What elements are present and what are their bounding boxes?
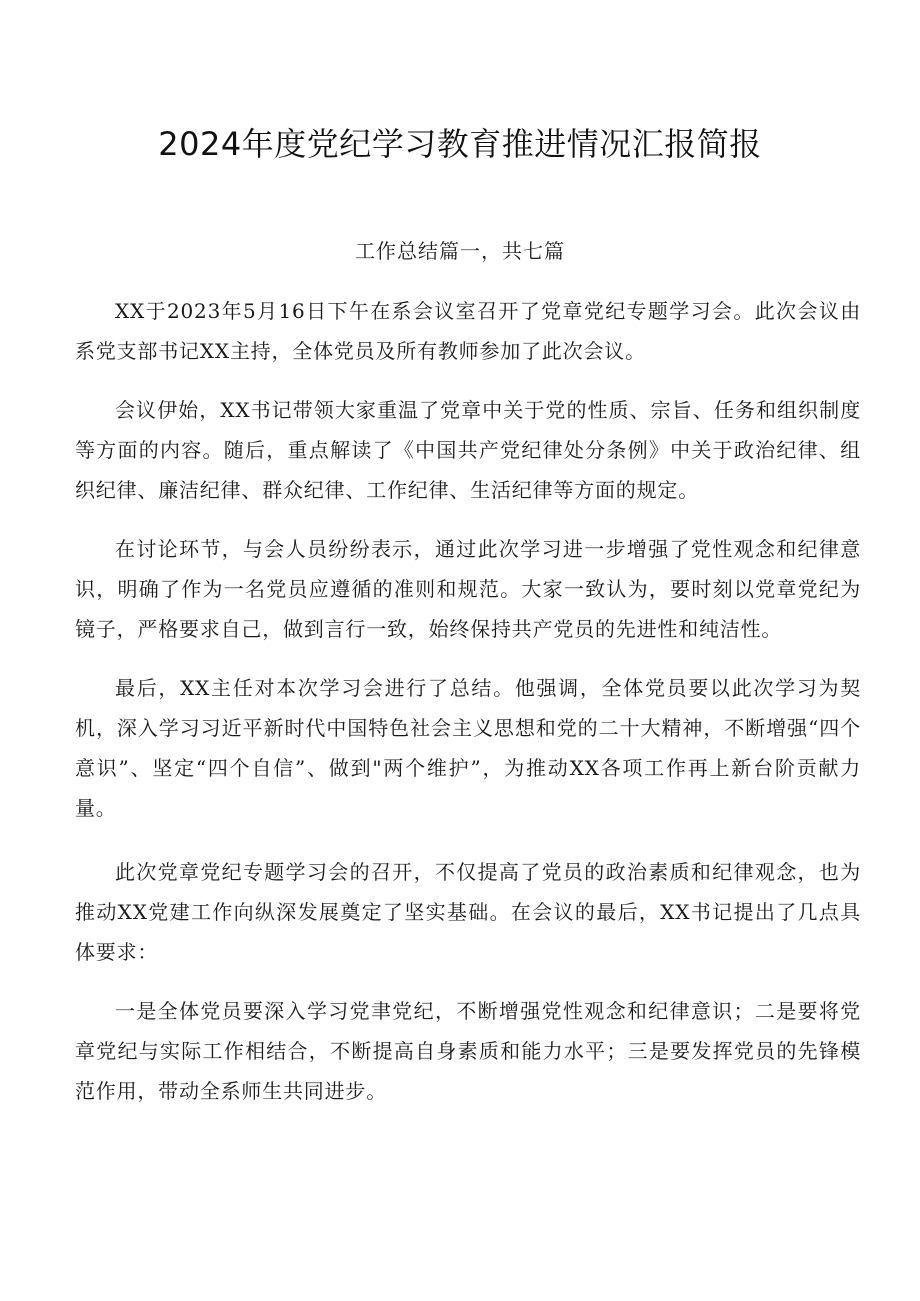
- document-body: [75, 291, 861, 1130]
- paragraph-6: 一是全体党员要深入学习党聿党纪，不断增强党性观念和纪律意识；二是要将党章党纪与实际工作相结合，不断提高自身素质和能力水平；三是要发挥党员的先锋模范作用，带动全系师生共同进步。: [75, 999, 861, 1103]
- paragraph-2: 会议伊始，XX书记带领大家重温了党章中关于党的性质、宗旨、任务和组织制度等方面的内容。随后，重点解读了《中国共产党纪律处分条例》中关于政治纪律、组织纪律、廉洁纪律、群众纪律、工作纪律、生活纪律等方面的规定。: [75, 398, 861, 502]
- document-subtitle: 工作总结篇一，共七篇: [355, 239, 565, 263]
- paragraph-1: XX于2023年5月16日下午在系会议室召开了党章党纪专题学习会。此次会议由系党支部书记XX主持，全体党员及所有教师参加了此次会议。: [75, 299, 861, 363]
- paragraph-3: 在讨论环节，与会人员纷纷表示，通过此次学习进一步增强了党性观念和纪律意识，明确了作为一名党员应遵循的准则和规范。大家一致认为，要时刻以党章党纪为镜子，严格要求自己，做到言行一致，始终保持共产党员的先进性和纯洁性。: [75, 537, 861, 641]
- paragraph-4: 最后，XX主任对本次学习会进行了总结。他强调，全体党员要以此次学习为契机，深入学习习近平新时代中国特色社会主义思想和党的二十大精神，不断增强“四个意识”、坚定“四个自信”、做到"两个维护”，为推动XX各项工作再上新台阶贡献力量。: [75, 676, 861, 820]
- document-title: 2024年度党纪学习教育推进情况汇报简报: [158, 125, 762, 163]
- paragraph-5: 此次党章党纪专题学习会的召开，不仅提高了党员的政治素质和纪律观念，也为推动XX党建工作向纵深发展奠定了坚实基础。在会议的最后，XX书记提出了几点具体要求：: [75, 860, 861, 964]
